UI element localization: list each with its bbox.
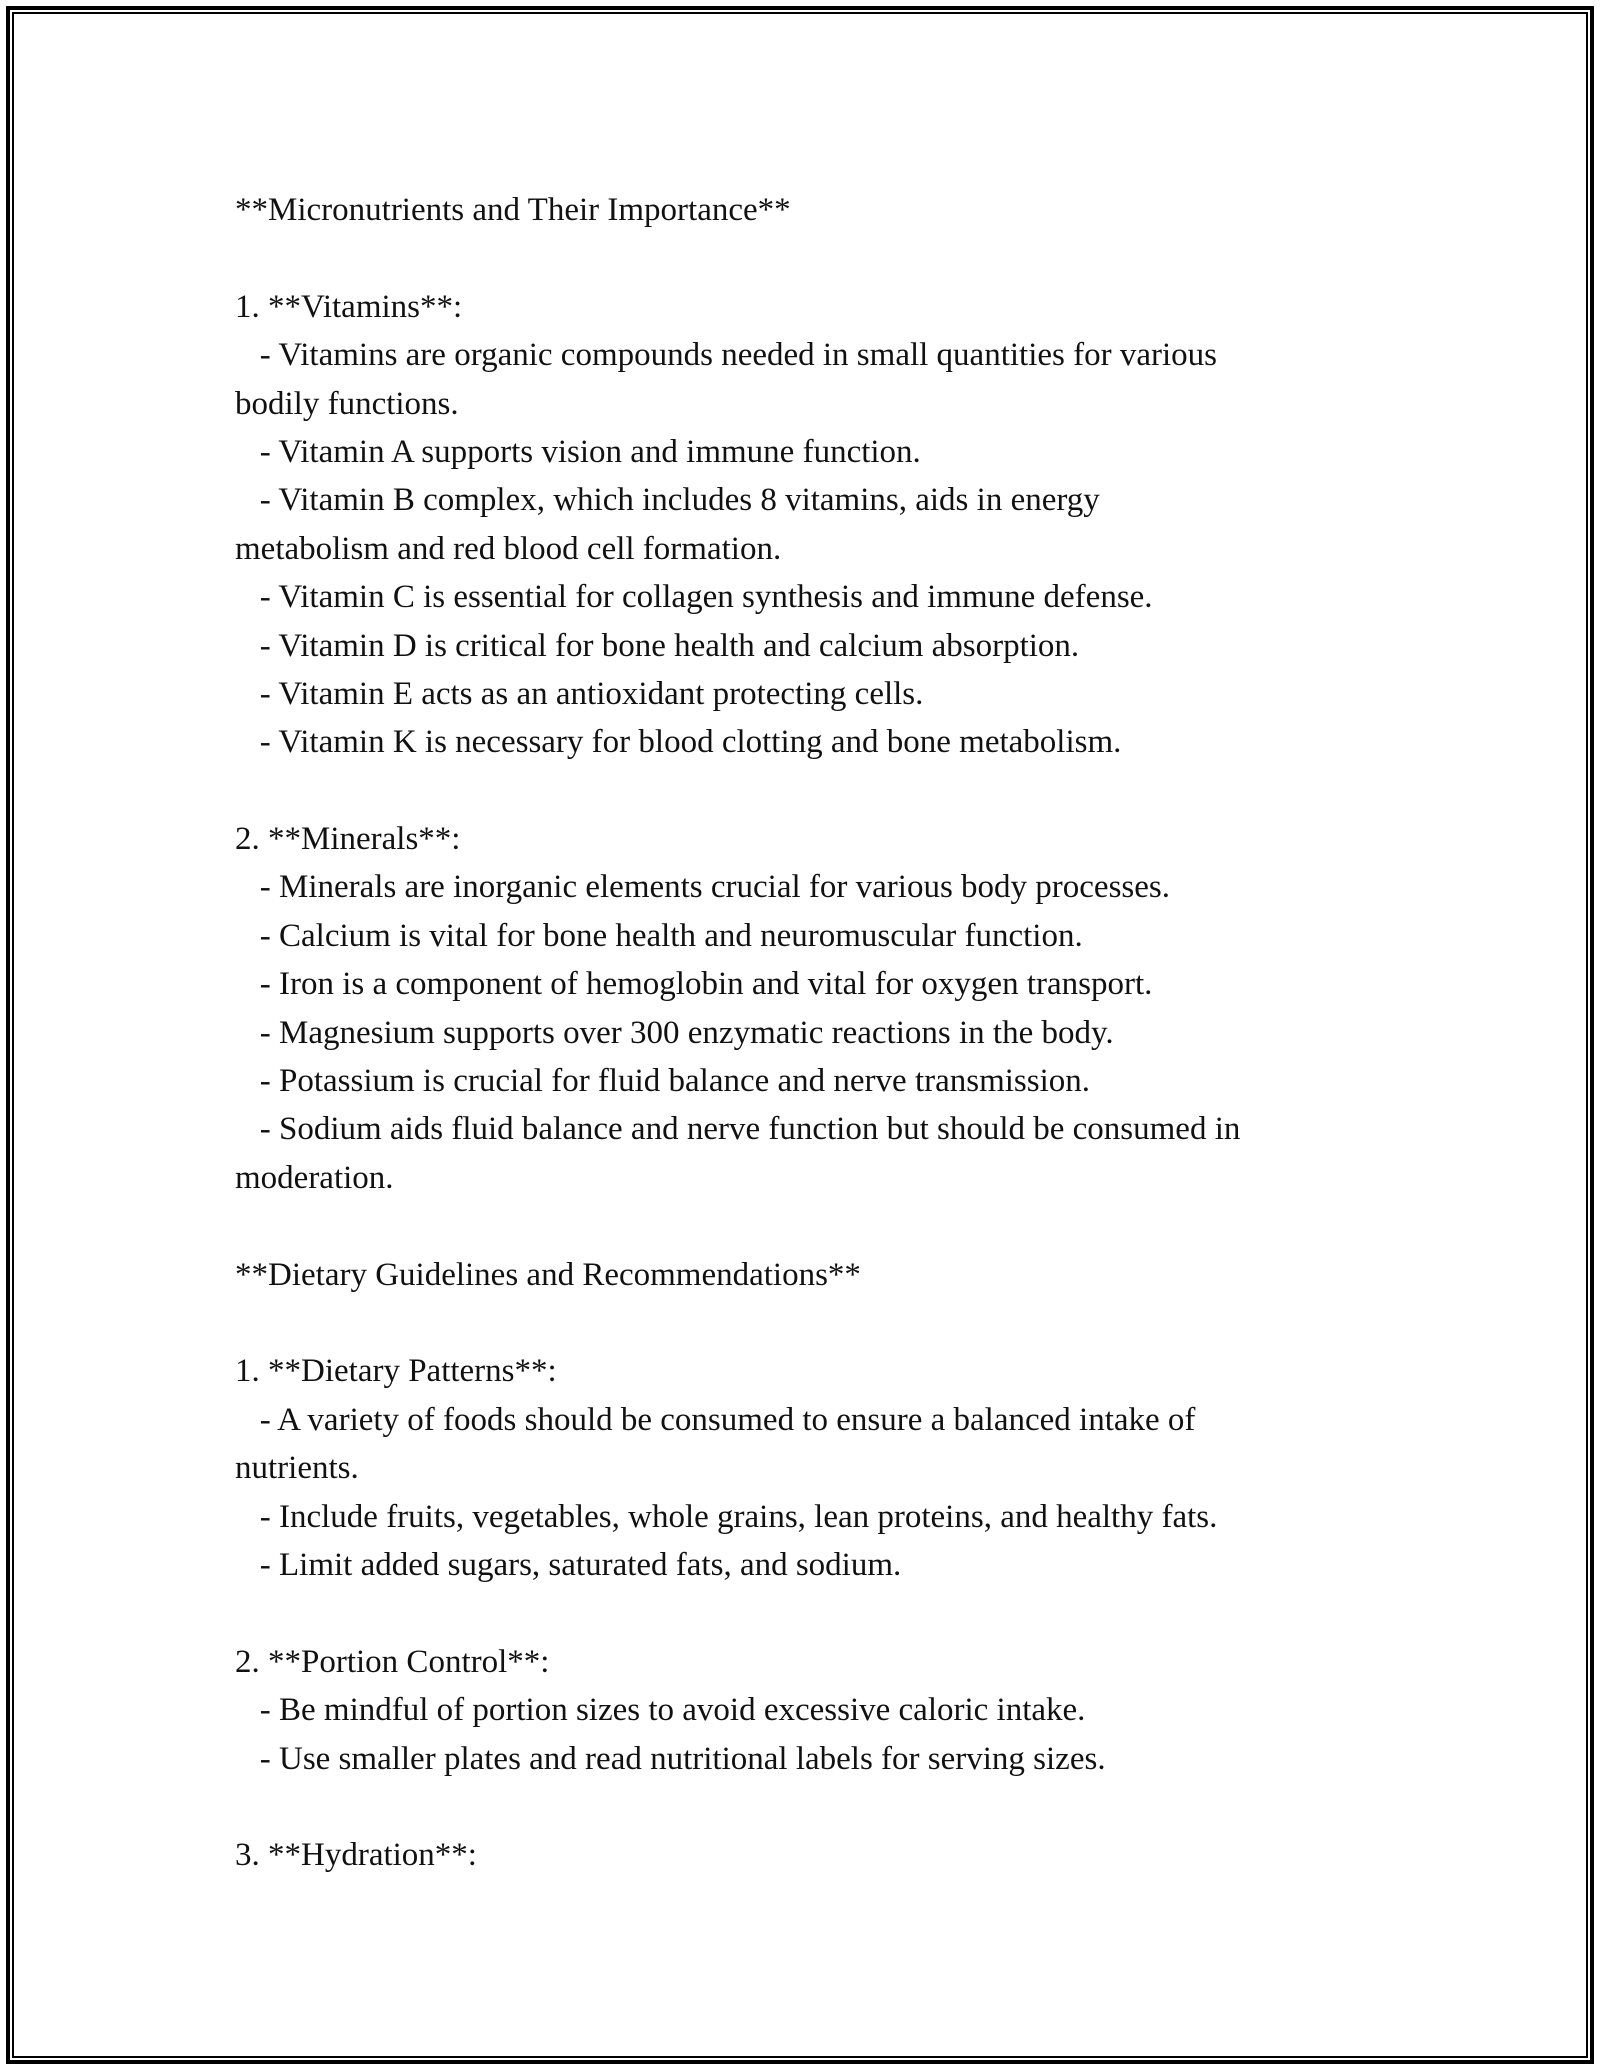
- spacer: [235, 767, 1395, 815]
- text-line: - Vitamins are organic compounds needed in small quantities for various: [235, 337, 1217, 374]
- text-line: - Limit added sugars, saturated fats, and sodium.: [235, 1546, 902, 1583]
- text-line: - Vitamin A supports vision and immune function.: [235, 433, 921, 470]
- text-line: - Include fruits, vegetables, whole grains, lean proteins, and healthy fats.: [235, 1498, 1218, 1535]
- text-line: - Calcium is vital for bone health and neuromuscular function.: [235, 917, 1083, 954]
- item-title-minerals: 2. **Minerals**:: [235, 821, 461, 858]
- text-line: - A variety of foods should be consumed to ensure a balanced intake of: [235, 1401, 1196, 1438]
- text-line: - Vitamin B complex, which includes 8 vitamins, aids in energy: [235, 482, 1100, 519]
- text-line: - Be mindful of portion sizes to avoid excessive caloric intake.: [235, 1692, 1086, 1729]
- text-line: - Minerals are inorganic elements crucial for various body processes.: [235, 869, 1170, 906]
- text-line: - Vitamin C is essential for collagen synthesis and immune defense.: [235, 579, 1153, 616]
- text-line: moderation.: [235, 1159, 394, 1196]
- text-line: - Iron is a component of hemoglobin and vital for oxygen transport.: [235, 966, 1153, 1003]
- text-line: bodily functions.: [235, 385, 459, 422]
- spacer: [235, 1589, 1395, 1637]
- spacer: [235, 1299, 1395, 1347]
- spacer: [235, 1783, 1395, 1831]
- spacer: [235, 234, 1395, 282]
- section-heading-micronutrients: **Micronutrients and Their Importance**: [235, 192, 791, 228]
- section-heading-dietary-guidelines: **Dietary Guidelines and Recommendations**: [235, 1256, 861, 1293]
- text-line: - Use smaller plates and read nutritional labels for serving sizes.: [235, 1740, 1106, 1777]
- item-title-portion-control: 2. **Portion Control**:: [235, 1643, 550, 1680]
- item-title-vitamins: 1. **Vitamins**:: [235, 288, 463, 325]
- item-title-dietary-patterns: 1. **Dietary Patterns**:: [235, 1353, 557, 1390]
- text-line: metabolism and red blood cell formation.: [235, 530, 782, 567]
- item-title-hydration: 3. **Hydration**:: [235, 1837, 477, 1874]
- text-line: - Vitamin D is critical for bone health and calcium absorption.: [235, 627, 1080, 664]
- spacer: [235, 1202, 1395, 1250]
- document-body: [235, 186, 1395, 1880]
- text-line: - Potassium is crucial for fluid balance and nerve transmission.: [235, 1063, 1091, 1100]
- text-line: - Sodium aids fluid balance and nerve function but should be consumed in: [235, 1111, 1241, 1148]
- text-line: nutrients.: [235, 1450, 359, 1487]
- text-line: - Magnesium supports over 300 enzymatic reactions in the body.: [235, 1014, 1114, 1051]
- text-line: - Vitamin E acts as an antioxidant protecting cells.: [235, 675, 924, 712]
- text-line: - Vitamin K is necessary for blood clotting and bone metabolism.: [235, 724, 1122, 761]
